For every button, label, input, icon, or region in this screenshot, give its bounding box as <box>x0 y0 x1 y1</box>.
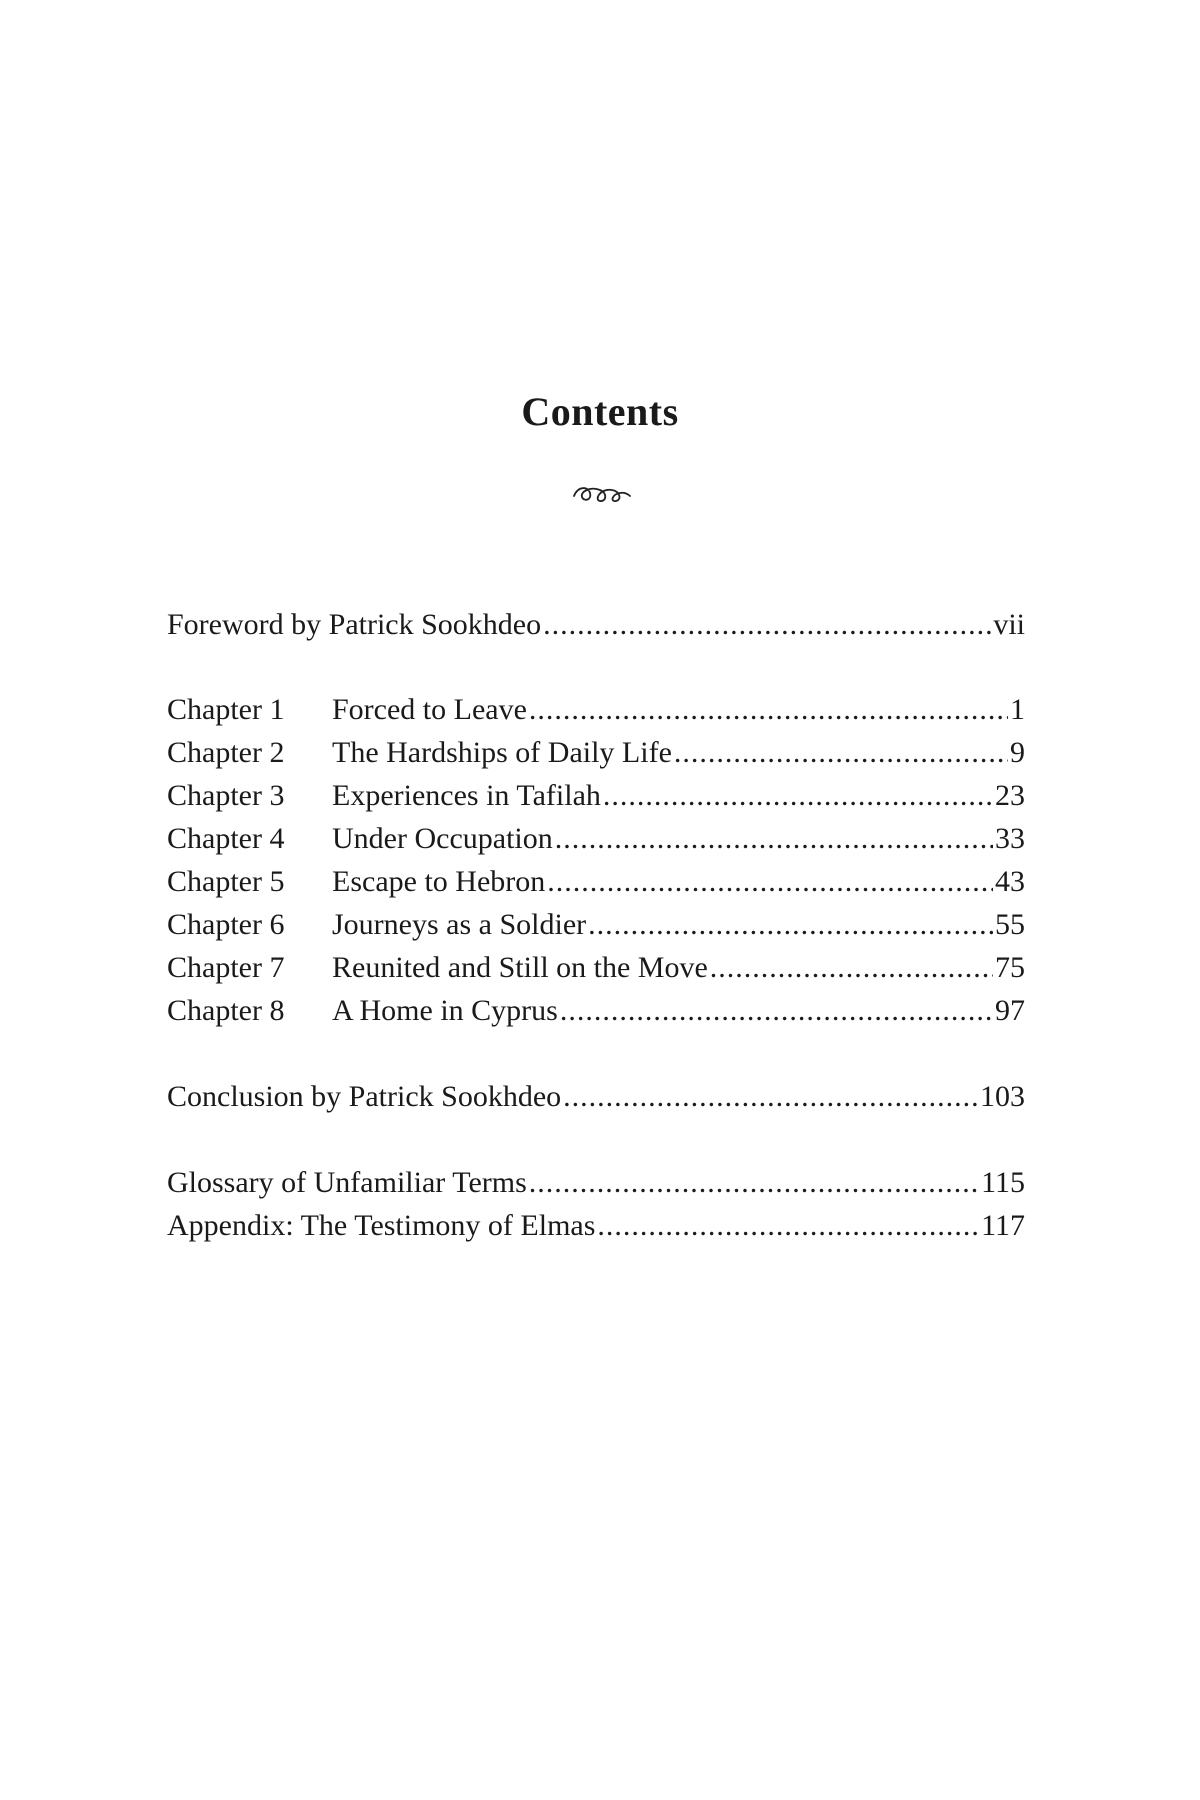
page-number: 97 <box>995 994 1025 1027</box>
chapter-label: Chapter 2 <box>167 736 285 769</box>
toc-entry-chapter-1[interactable] <box>167 690 1025 730</box>
dot-leader <box>563 1077 978 1117</box>
toc-entry-chapter-3[interactable] <box>167 776 1025 816</box>
toc-entry-chapter-8[interactable] <box>167 991 1025 1031</box>
chapter-label: Chapter 5 <box>167 865 285 898</box>
dot-leader <box>529 690 1008 730</box>
dot-leader <box>555 819 993 859</box>
entry-title: A Home in Cyprus <box>332 994 558 1027</box>
dot-leader <box>529 1163 979 1203</box>
entry-title: Reunited and Still on the Move <box>332 951 708 984</box>
page-number: 1 <box>1010 693 1025 726</box>
toc-entry-chapter-5[interactable] <box>167 862 1025 902</box>
toc-entry-chapter-7[interactable] <box>167 948 1025 988</box>
entry-title: Conclusion by Patrick Sookhdeo <box>167 1080 562 1113</box>
dot-leader <box>547 862 993 902</box>
entry-title: Glossary of Unfamiliar Terms <box>167 1166 527 1199</box>
dot-leader <box>674 733 1008 773</box>
chapter-label: Chapter 1 <box>167 693 285 726</box>
page-number: 115 <box>981 1166 1025 1199</box>
entry-title: Appendix: The Testimony of Elmas <box>167 1209 596 1242</box>
toc-entry-glossary[interactable] <box>167 1163 1025 1203</box>
dot-leader <box>560 991 993 1031</box>
chapter-label: Chapter 8 <box>167 994 285 1027</box>
entry-title: The Hardships of Daily Life <box>332 736 672 769</box>
entry-title: Experiences in Tafilah <box>332 779 601 812</box>
dot-leader <box>710 948 993 988</box>
chapter-label: Chapter 6 <box>167 908 285 941</box>
toc-entry-foreword[interactable] <box>167 605 1025 645</box>
dot-leader <box>543 605 991 645</box>
page-number: 33 <box>995 822 1025 855</box>
page-number: 117 <box>981 1209 1025 1242</box>
fleuron-icon <box>570 478 632 508</box>
chapter-label: Chapter 4 <box>167 822 285 855</box>
entry-title: Journeys as a Soldier <box>332 908 587 941</box>
entry-title: Forced to Leave <box>332 693 527 726</box>
dot-leader <box>603 776 993 816</box>
toc-entry-conclusion[interactable] <box>167 1077 1025 1117</box>
chapter-label: Chapter 3 <box>167 779 285 812</box>
page-number: vii <box>993 608 1025 641</box>
entry-title: Foreword by Patrick Sookhdeo <box>167 608 542 641</box>
page-number: 9 <box>1010 736 1025 769</box>
page-number: 43 <box>995 865 1025 898</box>
toc-entry-chapter-2[interactable] <box>167 733 1025 773</box>
page-number: 103 <box>980 1080 1025 1113</box>
page-number: 55 <box>995 908 1025 941</box>
entry-title: Under Occupation <box>332 822 553 855</box>
toc-entry-chapter-6[interactable] <box>167 905 1025 945</box>
page-number: 23 <box>995 779 1025 812</box>
dot-leader <box>597 1206 979 1246</box>
toc-entry-chapter-4[interactable] <box>167 819 1025 859</box>
entry-title: Escape to Hebron <box>332 865 546 898</box>
toc-entry-appendix[interactable] <box>167 1206 1025 1246</box>
dot-leader <box>588 905 993 945</box>
chapter-label: Chapter 7 <box>167 951 285 984</box>
page-title: Contents <box>521 389 679 434</box>
page-number: 75 <box>995 951 1025 984</box>
